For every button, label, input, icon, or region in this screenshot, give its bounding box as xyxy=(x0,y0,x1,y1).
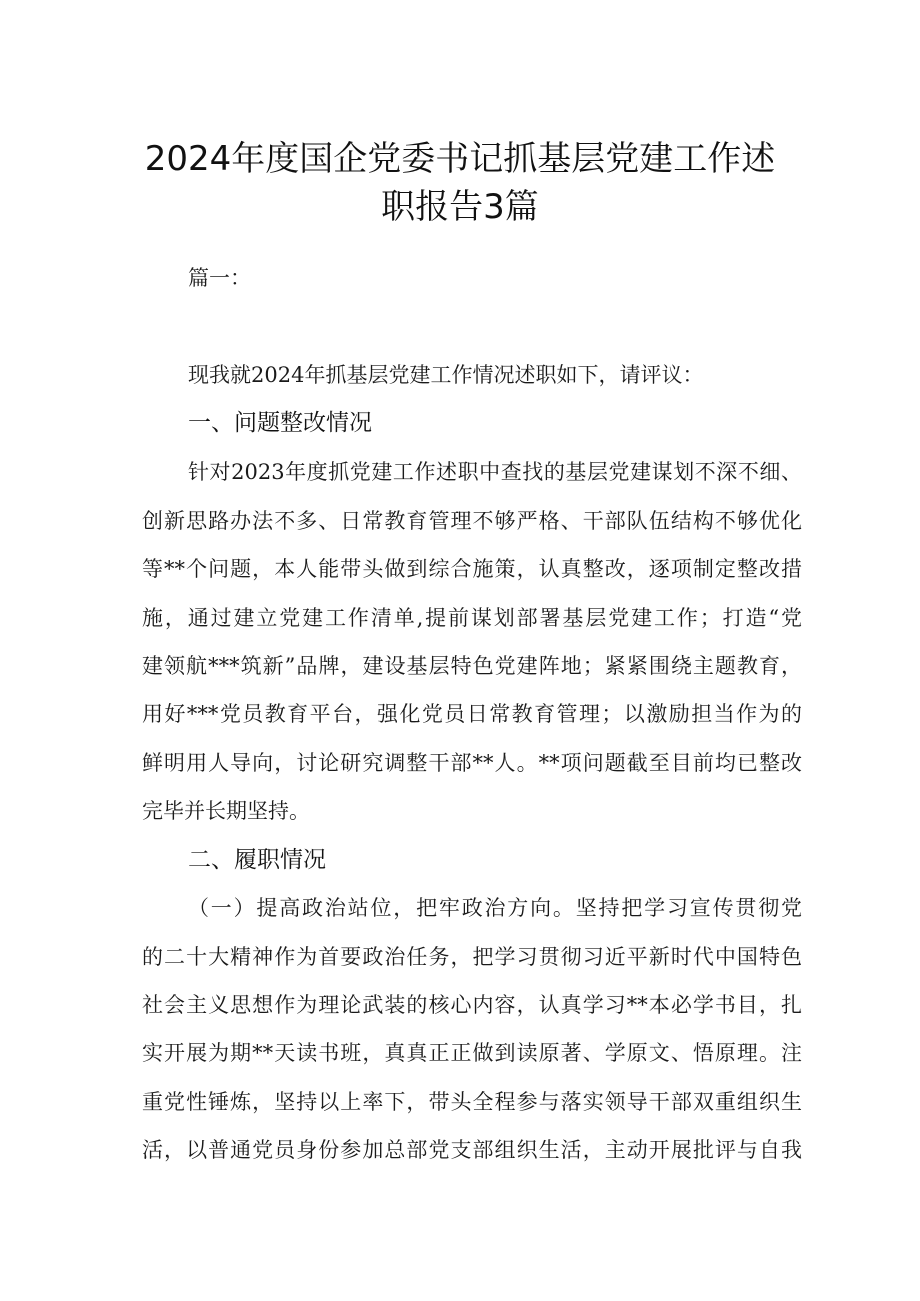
section2-line: 社会主义思想作为理论武装的核心内容，认真学习**本必学书目，扎 xyxy=(142,993,802,1017)
section1-line: 完毕并长期坚持。 xyxy=(142,799,310,823)
section2-heading: 二、履职情况 xyxy=(188,847,326,873)
section2-line: 实开展为期**天读书班，真真正正做到读原著、学原文、悟原理。注 xyxy=(142,1041,802,1065)
title-line-1: 2024年度国企党委书记抓基层党建工作述 xyxy=(144,139,776,179)
section2-line: （一）提高政治站位，把牢政治方向。坚持把学习宣传贯彻党 xyxy=(188,896,802,920)
section2-line: 活，以普通党员身份参加总部党支部组织生活，主动开展批评与自我 xyxy=(142,1138,802,1162)
section1-line: 施，通过建立党建工作清单,提前谋划部署基层党建工作；打造“党 xyxy=(142,606,802,630)
section1-line: 建领航***筑新”品牌，建设基层特色党建阵地；紧紧围绕主题教育， xyxy=(142,654,802,678)
section2-line: 重党性锤炼，坚持以上率下，带头全程参与落实领导干部双重组织生 xyxy=(142,1090,802,1114)
intro-paragraph: 现我就2024年抓基层党建工作情况述职如下，请评议： xyxy=(188,363,704,387)
section1-line: 等**个问题，本人能带头做到综合施策，认真整改，逐项制定整改措 xyxy=(142,557,802,581)
section2-line: 的二十大精神作为首要政治任务，把学习贯彻习近平新时代中国特色 xyxy=(142,945,802,969)
document-title xyxy=(110,135,810,231)
section1-line: 针对2023年度抓党建工作述职中查找的基层党建谋划不深不细、 xyxy=(188,460,802,484)
section1-line: 鲜明用人导向，讨论研究调整干部**人。**项问题截至目前均已整改 xyxy=(142,751,802,775)
part-label: 篇一： xyxy=(188,266,251,290)
section1-line: 创新思路办法不多、日常教育管理不够严格、干部队伍结构不够优化 xyxy=(142,509,802,533)
section1-line: 用好***党员教育平台，强化党员日常教育管理；以激励担当作为的 xyxy=(142,702,802,726)
section1-heading: 一、问题整改情况 xyxy=(188,410,372,436)
title-line-2: 职报告3篇 xyxy=(381,187,539,227)
